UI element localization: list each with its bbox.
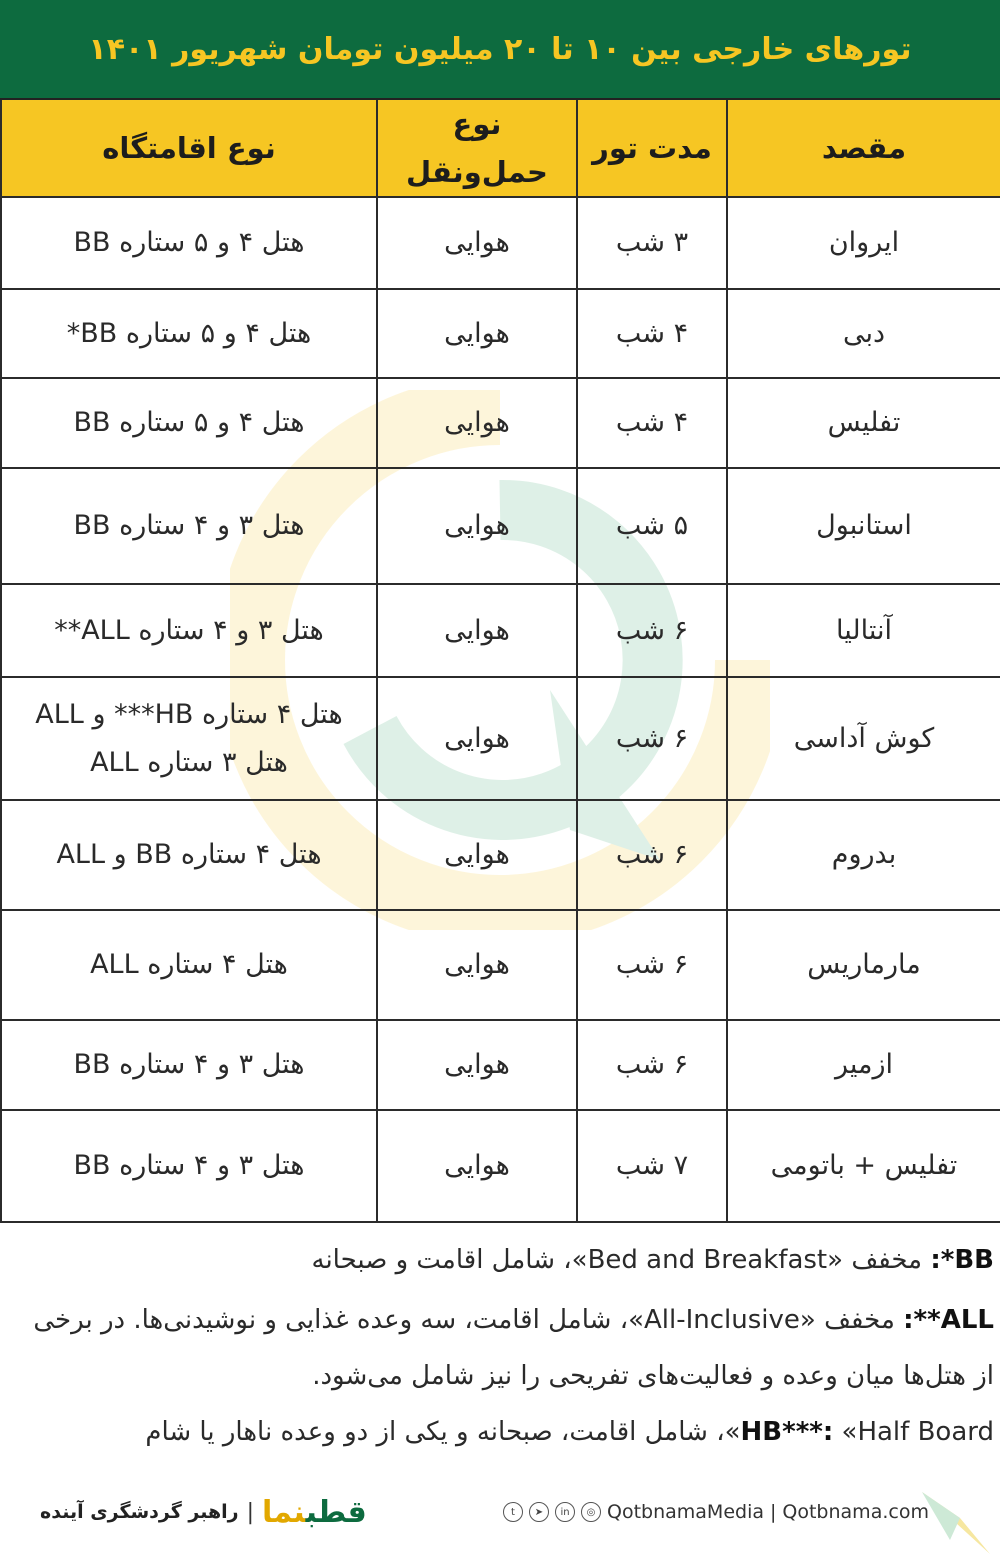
cell-accommodation: هتل ۴ و ۵ ستاره BB* bbox=[1, 289, 377, 378]
table-row bbox=[1, 677, 1000, 800]
cell-transport: هوایی bbox=[377, 677, 577, 800]
brand-name-a: قطب bbox=[305, 1494, 367, 1530]
cell-duration: ۵ شب bbox=[577, 468, 727, 584]
cell-duration: ۶ شب bbox=[577, 800, 727, 910]
note-bb-text: مخفف «Bed and Breakfast»، شامل اقامت و صبحانه bbox=[311, 1245, 931, 1275]
cell-transport: هوایی bbox=[377, 197, 577, 289]
website-link[interactable]: Qotbnama.com bbox=[782, 1501, 929, 1523]
cell-accommodation: هتل ۴ و ۵ ستاره BB bbox=[1, 197, 377, 289]
cell-duration: ۶ شب bbox=[577, 584, 727, 677]
cell-accommodation: هتل ۴ ستاره ALL bbox=[1, 910, 377, 1020]
cell-duration: ۳ شب bbox=[577, 197, 727, 289]
tours-table bbox=[0, 100, 1000, 1223]
cell-duration: ۴ شب bbox=[577, 289, 727, 378]
note-all-text: مخفف «All-Inclusive»، شامل اقامت، سه وعده غذایی و نوشیدنی‌ها. در برخی از هتل‌ها میان وعده و فعالیت‌های تفریحی را نیز شامل می‌شود. bbox=[33, 1305, 994, 1391]
table-header-row bbox=[1, 100, 1000, 197]
cell-transport: هوایی bbox=[377, 378, 577, 468]
cell-duration: ۶ شب bbox=[577, 910, 727, 1020]
accommodation-line-1: هتل ۴ ستاره HB*** و ALL bbox=[35, 698, 343, 730]
contacts bbox=[503, 1490, 929, 1534]
cell-transport: هوایی bbox=[377, 584, 577, 677]
table-row bbox=[1, 1020, 1000, 1110]
cell-destination: ازمیر bbox=[727, 1020, 1000, 1110]
cell-accommodation: هتل ۳ و ۴ ستاره BB bbox=[1, 1110, 377, 1222]
cell-destination: استانبول bbox=[727, 468, 1000, 584]
brand-tagline: راهبر گردشگری آینده bbox=[40, 1501, 239, 1523]
social-handle[interactable]: QotbnamaMedia bbox=[607, 1501, 764, 1523]
cell-transport: هوایی bbox=[377, 1020, 577, 1110]
note-all-label: ALL**: bbox=[903, 1305, 994, 1335]
table-row bbox=[1, 378, 1000, 468]
cell-duration: ۶ شب bbox=[577, 677, 727, 800]
cell-transport: هوایی bbox=[377, 800, 577, 910]
cell-accommodation: هتل ۴ و ۵ ستاره BB bbox=[1, 378, 377, 468]
header-accommodation: نوع اقامتگاه bbox=[1, 100, 377, 197]
table-row bbox=[1, 584, 1000, 677]
twitter-icon[interactable]: t bbox=[503, 1502, 523, 1522]
cell-destination: ایروان bbox=[727, 197, 1000, 289]
cell-accommodation: هتل ۳ و ۴ ستاره BB bbox=[1, 1020, 377, 1110]
table-row bbox=[1, 1110, 1000, 1222]
cell-destination: بدروم bbox=[727, 800, 1000, 910]
table-row bbox=[1, 910, 1000, 1020]
note-hb-label: HB***: bbox=[740, 1417, 834, 1447]
cell-accommodation: هتل ۳ و ۴ ستاره ALL** bbox=[1, 584, 377, 677]
cell-destination: آنتالیا bbox=[727, 584, 1000, 677]
cell-accommodation: هتل ۴ ستاره BB و ALL bbox=[1, 800, 377, 910]
cell-destination: دبی bbox=[727, 289, 1000, 378]
cell-duration: ۶ شب bbox=[577, 1020, 727, 1110]
contact-separator: | bbox=[770, 1501, 777, 1523]
paper-plane-icon bbox=[920, 1488, 992, 1558]
cell-transport: هوایی bbox=[377, 910, 577, 1020]
note-all bbox=[14, 1292, 994, 1404]
cell-destination: تفلیس bbox=[727, 378, 1000, 468]
cell-duration: ۴ شب bbox=[577, 378, 727, 468]
cell-destination: کوش آداسی bbox=[727, 677, 1000, 800]
header-duration: مدت تور bbox=[577, 100, 727, 197]
note-bb-label: BB*: bbox=[930, 1245, 994, 1275]
instagram-icon[interactable]: ◎ bbox=[581, 1502, 601, 1522]
accommodation-line-2: هتل ۳ ستاره ALL bbox=[90, 746, 288, 778]
header-transport: نوع حمل‌ونقل bbox=[377, 100, 577, 197]
brand-separator: | bbox=[246, 1499, 255, 1525]
table-row bbox=[1, 197, 1000, 289]
note-bb bbox=[14, 1232, 994, 1288]
table-row bbox=[1, 468, 1000, 584]
cell-accommodation bbox=[1, 677, 377, 800]
table-row bbox=[1, 289, 1000, 378]
footnotes bbox=[14, 1232, 994, 1460]
cell-transport: هوایی bbox=[377, 289, 577, 378]
note-hb bbox=[14, 1404, 994, 1460]
header-destination: مقصد bbox=[727, 100, 1000, 197]
title-bar bbox=[0, 0, 1000, 100]
brand-name-b: نما bbox=[262, 1494, 306, 1530]
telegram-icon[interactable]: ➤ bbox=[529, 1502, 549, 1522]
cell-transport: هوایی bbox=[377, 1110, 577, 1222]
cell-transport: هوایی bbox=[377, 468, 577, 584]
cell-destination: تفلیس + باتومی bbox=[727, 1110, 1000, 1222]
table-row bbox=[1, 800, 1000, 910]
footer bbox=[0, 1490, 1000, 1540]
cell-accommodation: هتل ۳ و ۴ ستاره BB bbox=[1, 468, 377, 584]
page-title: تورهای خارجی بین ۱۰ تا ۲۰ میلیون تومان شهریور ۱۴۰۱ bbox=[88, 31, 912, 67]
brand bbox=[40, 1490, 367, 1534]
linkedin-icon[interactable]: in bbox=[555, 1502, 575, 1522]
cell-duration: ۷ شب bbox=[577, 1110, 727, 1222]
note-hb-text: «Half Board»، شامل اقامت، صبحانه و یکی از دو وعده ناهار یا شام bbox=[145, 1417, 994, 1447]
cell-destination: مارماریس bbox=[727, 910, 1000, 1020]
brand-logo bbox=[262, 1495, 367, 1530]
